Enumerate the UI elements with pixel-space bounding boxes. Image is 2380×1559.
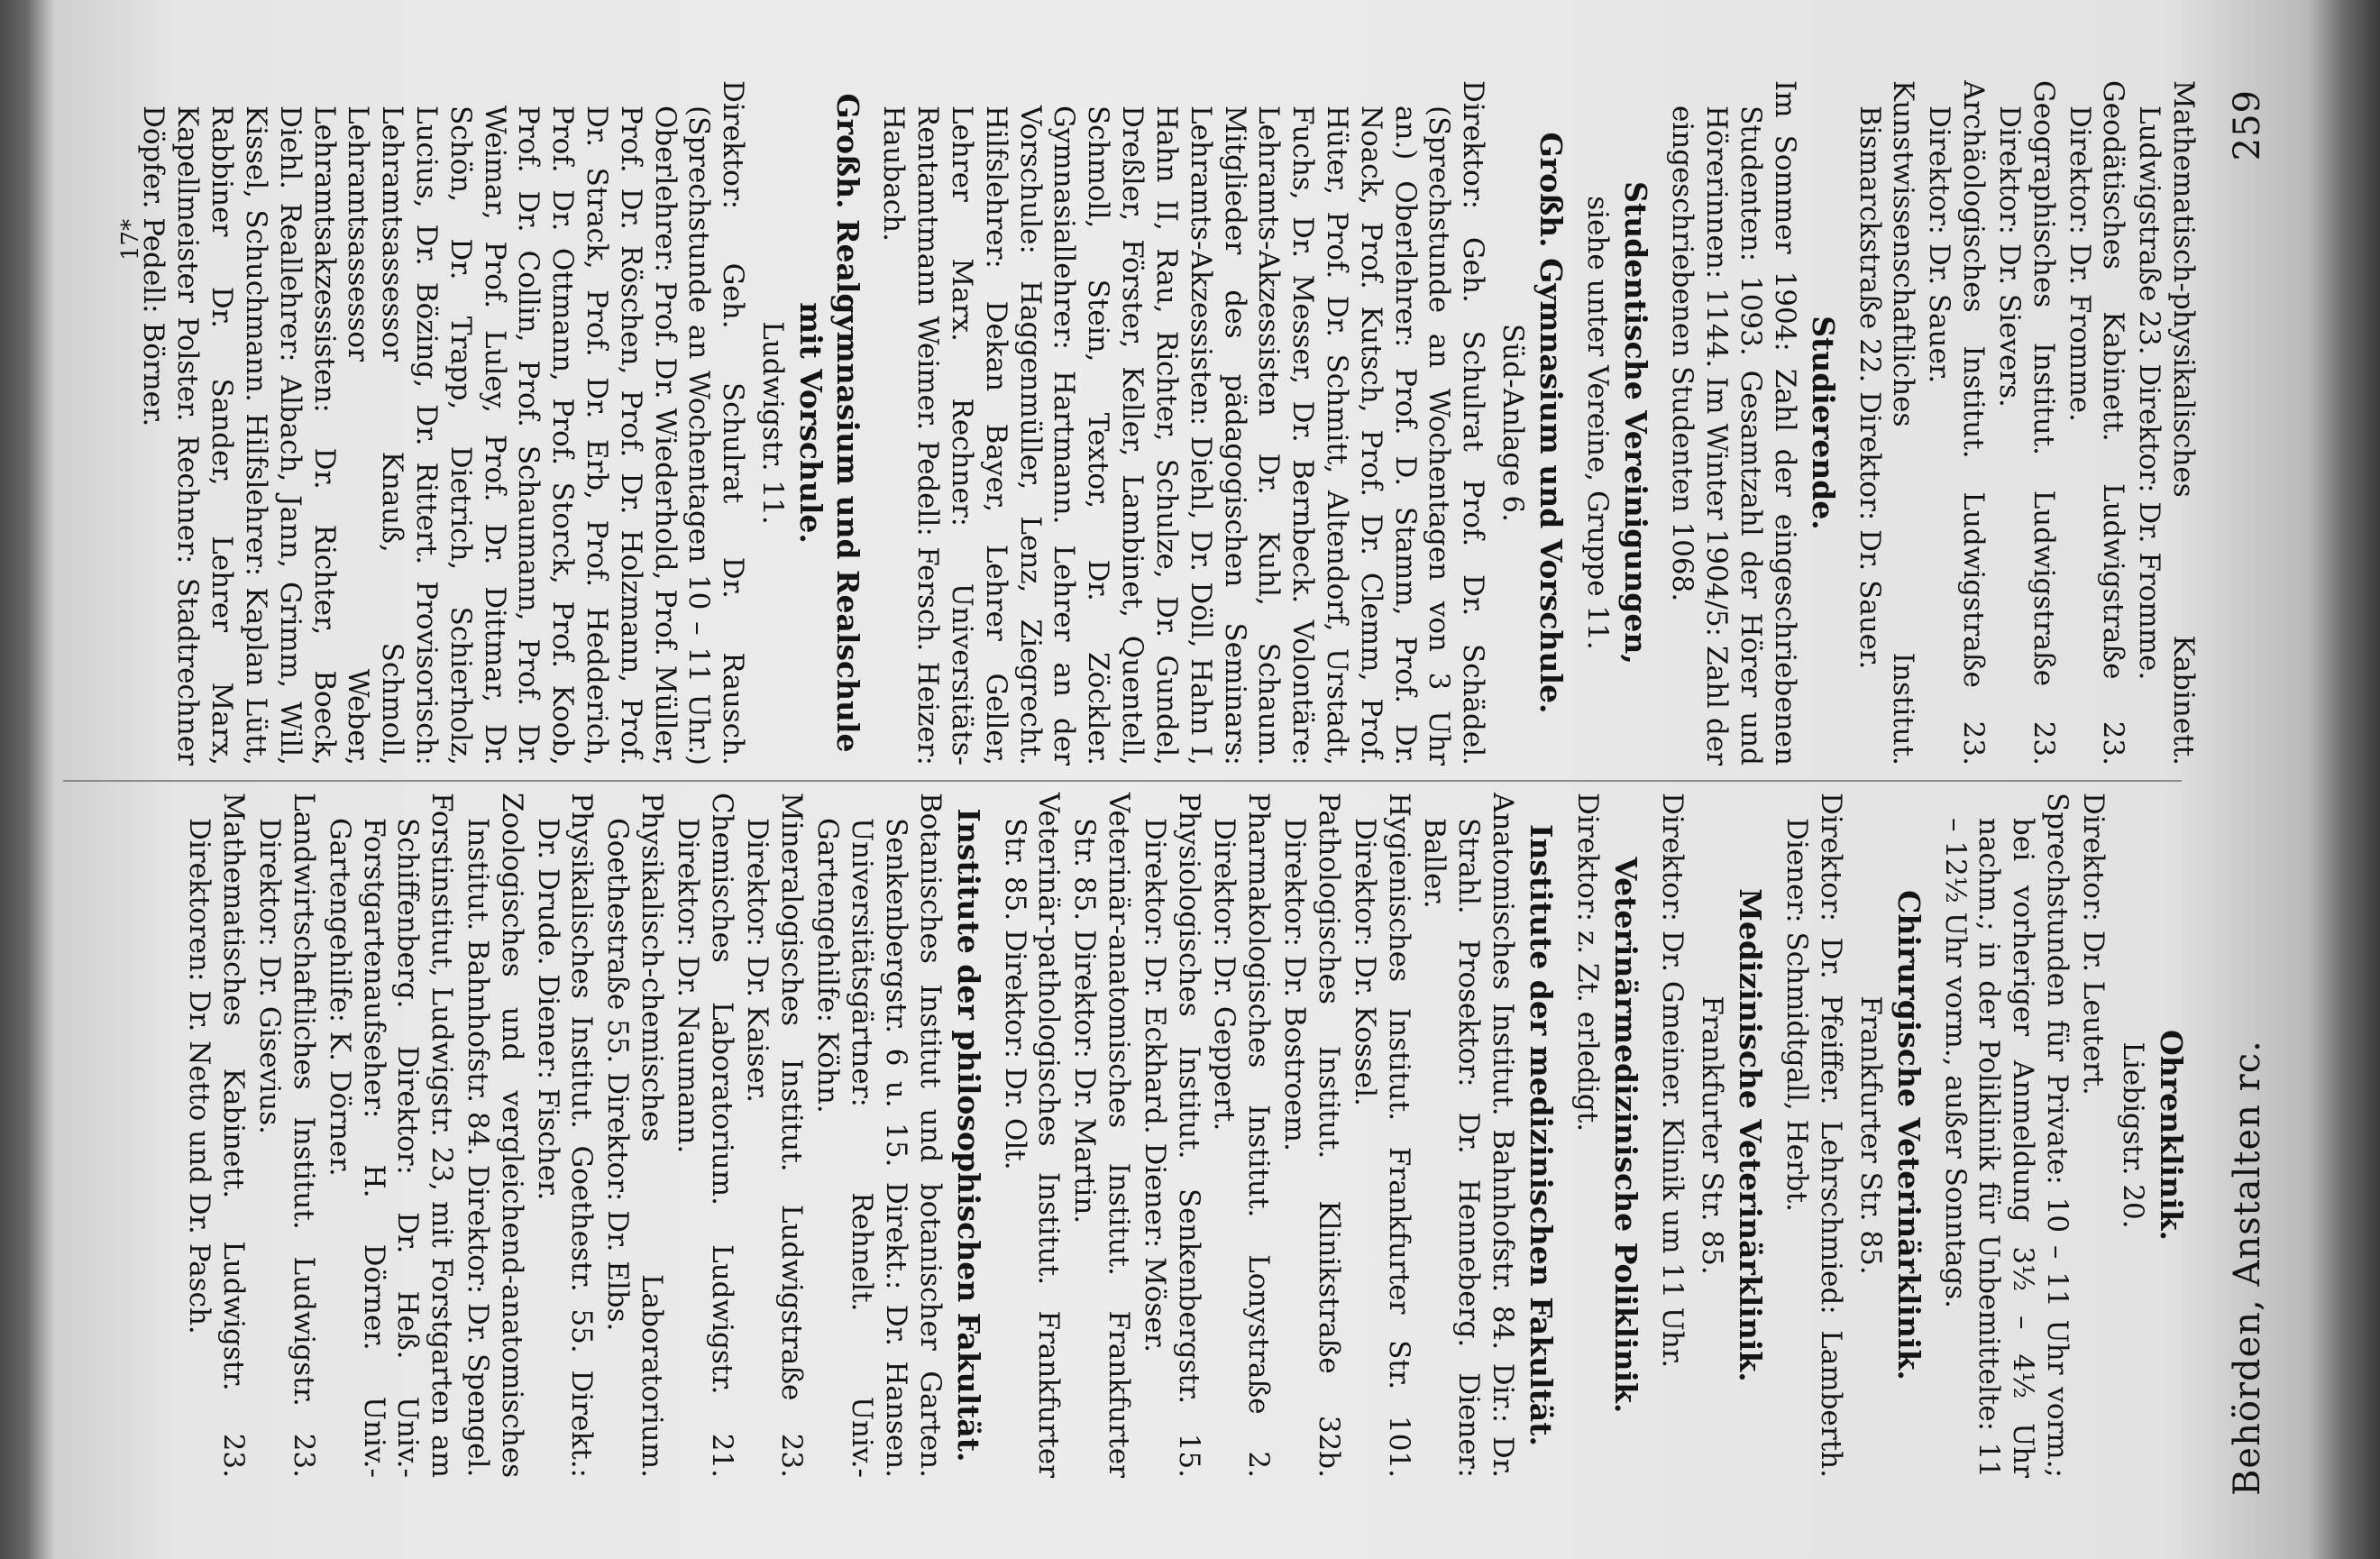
left-column xyxy=(81,793,2200,1478)
entry-paragraph: Sprechstunden für Private: 10 – 11 Uhr vorm.; bei vorheriger Anmeldung 3½ – 4½ Uhr nachm.; in der Poliklinik für Unbemittelte: 11 – 12½ Uhr vorm., außer Sonntags. xyxy=(1938,793,2074,1478)
entry-paragraph: Direktor: z. Zt. erledigt. xyxy=(1571,793,1605,1133)
entry-paragraph: Geographisches Institut. Ludwigstraße 23. Direktor: Dr. Sievers. xyxy=(1992,80,2060,766)
section-heading: Institute der philosophischen Fakultät. xyxy=(950,808,986,1463)
section-heading: Ohrenklinik. xyxy=(2154,1030,2189,1241)
entry-paragraph: Zoologisches und vergleichend-anatomisches Institut. Bahnhofstr. 84. Direktor: Dr. Spengel. xyxy=(462,793,528,1478)
section-heading: Veterinärmedizinische Poliklinik. xyxy=(1608,857,1644,1414)
section-address: siehe unter Vereine, Gruppe 11. xyxy=(1581,196,1615,650)
entry-paragraph: Kunstwissenschaftliches Institut. Bismarckstraße 22. Direktor: Dr. Sauer. xyxy=(1853,80,1920,766)
section-heading: Studentische Vereinigungen, xyxy=(1618,181,1654,665)
entry-paragraph: Physikalisch-chemisches Laboratorium. Goethestraße 55. Direktor: Dr. Elbs. xyxy=(601,793,669,1478)
page-number: 259 xyxy=(2227,89,2268,161)
entry-paragraph: Direktor: Dr. Pfeiffer. Lehrschmied: Lamberth. Diener: Schmidtgall, Herbt. xyxy=(1780,793,1847,1478)
section-heading: Institute der medizinischen Fakultät. xyxy=(1524,824,1560,1446)
entry-paragraph: Anatomisches Institut. Bahnhofstr. 84. Dir.: Dr. Strahl. Prosektor: Dr. Henneberg. Diener: Baller. xyxy=(1418,793,1519,1478)
page-header xyxy=(2227,89,2281,1496)
entry-paragraph: Direktor: Dr. Gmeiner. Klinik um 11 Uhr. xyxy=(1656,793,1689,1369)
entry-paragraph: Physiologisches Institut. Senkenbergstr. 15. Direktor: Dr. Eckhard. Diener: Möser. xyxy=(1138,793,1205,1478)
section-address: Süd-Anlage 6. xyxy=(1497,324,1530,522)
entry-paragraph: Mineralogisches Institut. Ludwigstraße 23. Direktor: Dr. Kaiser. xyxy=(741,793,809,1478)
entry-paragraph: Pharmakologisches Institut. Lonystraße 2. Direktor: Dr. Geppert. xyxy=(1208,793,1276,1478)
entry-paragraph: Direktor: Dr. Leutert. xyxy=(2076,793,2110,1096)
column-divider xyxy=(63,780,2182,782)
section-heading: Chirurgische Veterinärklinik. xyxy=(1890,890,1927,1380)
left-column-content xyxy=(182,793,2189,1478)
entry-paragraph: Pathologisches Institut. Klinikstraße 32b. Direktor: Dr. Bostroem. xyxy=(1278,793,1345,1478)
entry-paragraph: Physikalisches Institut. Goethestr. 55. Direkt.: Dr. Drude. Diener: Fischer. xyxy=(531,793,599,1478)
section-heading: Großh. Realgymnasium und Realschule mit Vorschule. xyxy=(793,93,865,753)
entry-paragraph: Direktor: Geh. Schulrat Dr. Rausch. (Sprechstunde an Wochentagen 10 – 11 Uhr.) Oberlehrer: Prof. Dr. Wiederhold, Prof. Müller, Prof. Dr. Röschen, Prof. Dr. Holzmann, Prof. Dr. Strack, Prof. Dr. Erb, Prof. Hedderich, Prof. Dr. Ottmann, Prof. Storck, Prof. Koob, Prof. Dr. Collin, Prof. Schaumann, Prof. Dr. Weimar, Prof. Luley, Prof. Dr. Dittmar, Dr. Schön, Dr. Trapp, Dietrich, Schierholz, Lucius, Dr. Bözing, Dr. Rittert. Provisorisch: Lehramtsassessor Knauß, Schmoll, Lehramtsassessor Weber, Lehramtsakzessisten: Dr. Richter, Boeck, Diehl. Reallehrer: Albach, Jann, Grimm, Will, Kissel, Schuchmann. Hilfslehrer: Kaplan Lütt, Rabbiner Dr. Sander, Lehrer Marx, Kapellmeister Polster. Rechner: Stadtrechner Döpfer. Pedell: Börner. xyxy=(137,80,750,766)
entry-paragraph: Mathematisches Kabinett. Ludwigstr. 23. Direktoren: Dr. Netto und Dr. Pasch. xyxy=(183,793,251,1478)
section-address: Frankfurter Str. 85. xyxy=(1854,995,1887,1275)
entry-paragraph: Veterinär-pathologisches Institut. Frankfurter Str. 85. Direktor: Dr. Olt. xyxy=(998,793,1066,1478)
section-heading: Medizinische Veterinärklinik. xyxy=(1733,888,1769,1382)
running-title: Behörden, Anstalten rc. xyxy=(2227,1040,2268,1496)
entry-paragraph: Landwirtschaftliches Institut. Ludwigstr. 23. Direktor: Dr. Gisevius. xyxy=(253,793,320,1478)
page-signature: 17* xyxy=(117,218,144,261)
entry-paragraph: Geodätisches Kabinett. Ludwigstraße 23. Direktor: Dr. Fromme. xyxy=(2063,80,2130,766)
entry-paragraph: Archäologisches Institut. Ludwigstraße 23. Direktor: Dr. Sauer. xyxy=(1923,80,1991,766)
entry-paragraph: Hygienisches Institut. Frankfurter Str. 101. Direktor: Dr. Kossel. xyxy=(1348,793,1415,1478)
entry-paragraph: Forstinstitut, Ludwigstr. 23, mit Forstgarten am Schiffenberg. Direktor: Dr. Heß. Univ.-Forstgartenaufseher: H. Dörner. Univ.-Gartengehilfe: K. Dörner. xyxy=(323,793,459,1478)
entry-paragraph: Im Sommer 1904: Zahl der eingeschriebenen Studenten: 1093. Gesamtzahl der Hörer und Hörerinnen: 1144. Im Winter 1904/5: Zahl der eingeschriebenen Studenten 1068. xyxy=(1666,80,1801,766)
section-address: Frankfurter Str. 85. xyxy=(1695,995,1728,1275)
entry-paragraph: Botanisches Institut und botanischer Garten. Senkenbergstr. 6 u. 15. Direkt.: Dr. Hansen. Universitätsgärtner: Rehnelt. Univ.-Gartengehilfe: Köhn. xyxy=(811,793,947,1478)
entry-paragraph: Direktor: Geh. Schulrat Prof. Dr. Schädel. (Sprechstunde an Wochentagen von 3 Uhr an.) Oberlehrer: Prof. D. Stamm, Prof. Dr. Noack, Prof. Kutsch, Prof. Dr. Clemm, Prof. Hüter, Prof. Dr. Schmitt, Altendorf, Urstadt, Fuchs, Dr. Messer, Dr. Bernbeck. Volontäre: Lehramts-Akzessisten Dr. Kuhl, Schaum. Mitglieder des pädagogischen Seminars: Lehramts-Akzessisten: Diehl, Dr. Döll, Hahn I, Hahn II, Rau, Richter, Schulze, Dr. Gundel, Dreßler, Förster, Keller, Lambinet, Quentell, Schmoll, Stein, Textor, Dr. Zöckler. Gymnasiallehrer: Hartmann. Lehrer an der Vorschule: Haggenmüller, Lenz, Ziegrecht. Hilfslehrer: Dekan Bayer, Lehrer Geller, Lehrer Marx. Rechner: Universitäts-Rentamtmann Weimer. Pedell: Fersch. Heizer: Haubach. xyxy=(877,80,1490,766)
section-address: Ludwigstr. 11. xyxy=(756,321,790,525)
entry-paragraph: Chemisches Laboratorium. Ludwigstr. 21. Direktor: Dr. Naumann. xyxy=(671,793,738,1478)
right-column-content xyxy=(136,80,2200,766)
entry-paragraph: Mathematisch-physikalisches Kabinett. Ludwigstraße 23. Direktor: Dr. Fromme. xyxy=(2133,80,2200,766)
section-heading: Großh. Gymnasium und Vorschule. xyxy=(1533,132,1570,714)
entry-paragraph: Veterinär-anatomisches Institut. Frankfurter Str. 85. Direktor: Dr. Martin. xyxy=(1068,793,1136,1478)
section-address: Liebigstr. 20. xyxy=(2116,1041,2149,1229)
right-column xyxy=(81,80,2200,766)
section-heading: Studierende. xyxy=(1805,316,1841,530)
